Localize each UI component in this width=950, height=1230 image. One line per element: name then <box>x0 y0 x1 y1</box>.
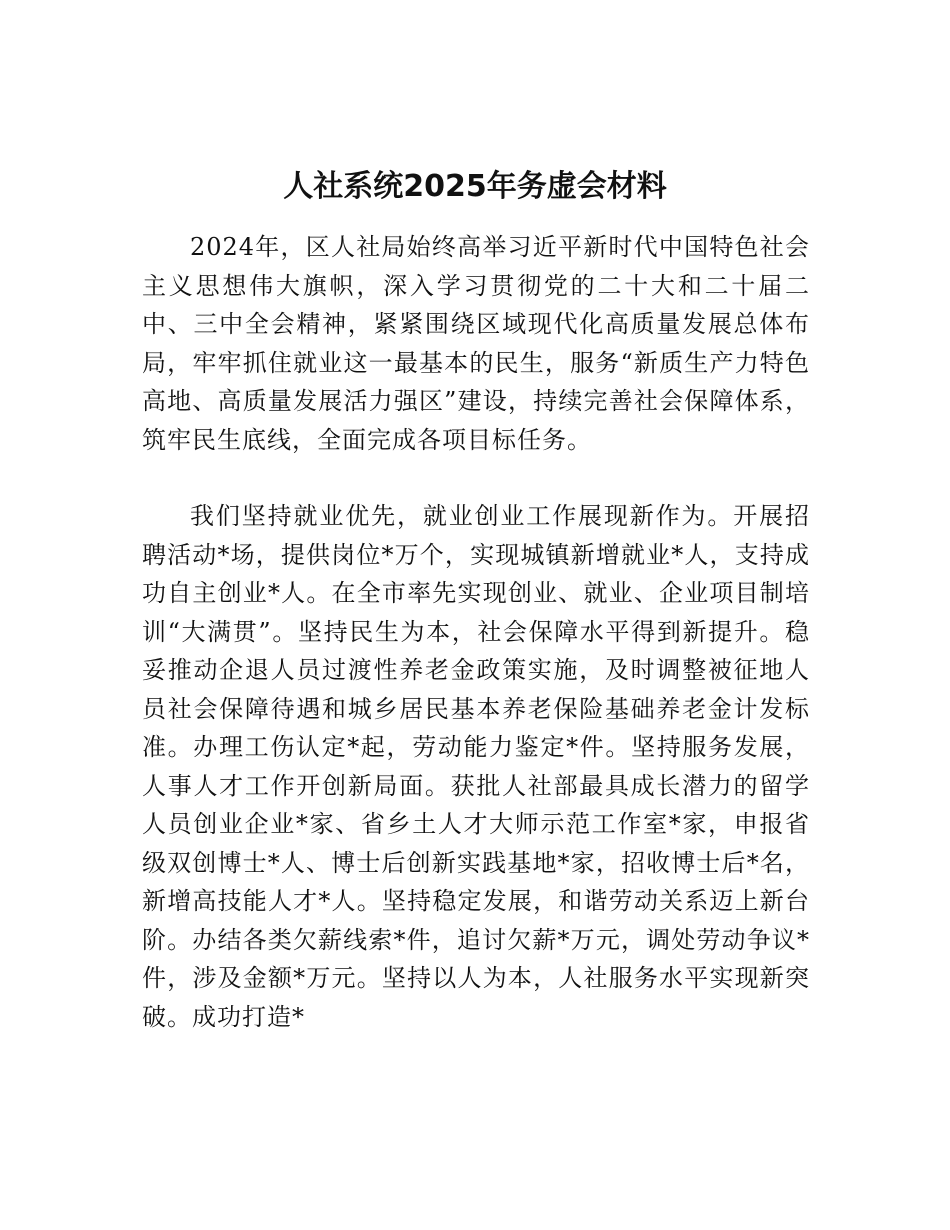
paragraph-1: 2024年，区人社局始终高举习近平新时代中国特色社会主义思想伟大旗帜，深入学习贯彻党的二十大和二十届二中、三中全会精神，紧紧围绕区域现代化高质量发展总体布局，牢牢抓住就业这一最基本的民生，服务“新质生产力特色高地、高质量发展活力强区”建设，持续完善社会保障体系，筑牢民生底线，全面完成各项目标任务。 <box>142 233 810 454</box>
paragraph-2: 我们坚持就业优先，就业创业工作展现新作为。开展招聘活动*场，提供岗位*万个，实现城镇新增就业*人，支持成功自主创业*人。在全市率先实现创业、就业、企业项目制培训“大满贯”。坚持民生为本，社会保障水平得到新提升。稳妥推动企退人员过渡性养老金政策实施，及时调整被征地人员社会保障待遇和城乡居民基本养老保险基础养老金计发标准。办理工伤认定*起，劳动能力鉴定*件。坚持服务发展，人事人才工作开创新局面。获批人社部最具成长潜力的留学人员创业企业*家、省乡土人才大师示范工作室*家，申报省级双创博士*人、博士后创新实践基地*家，招收博士后*名，新增高技能人才*人。坚持稳定发展，和谐劳动关系迈上新台阶。办结各类欠薪线索*件，追讨欠薪*万元，调处劳动争议*件，涉及金额*万元。坚持以人为本，人社服务水平实现新突破。成功打造* <box>142 502 810 1031</box>
document-title: 人社系统2025年务虚会材料 <box>283 169 667 204</box>
